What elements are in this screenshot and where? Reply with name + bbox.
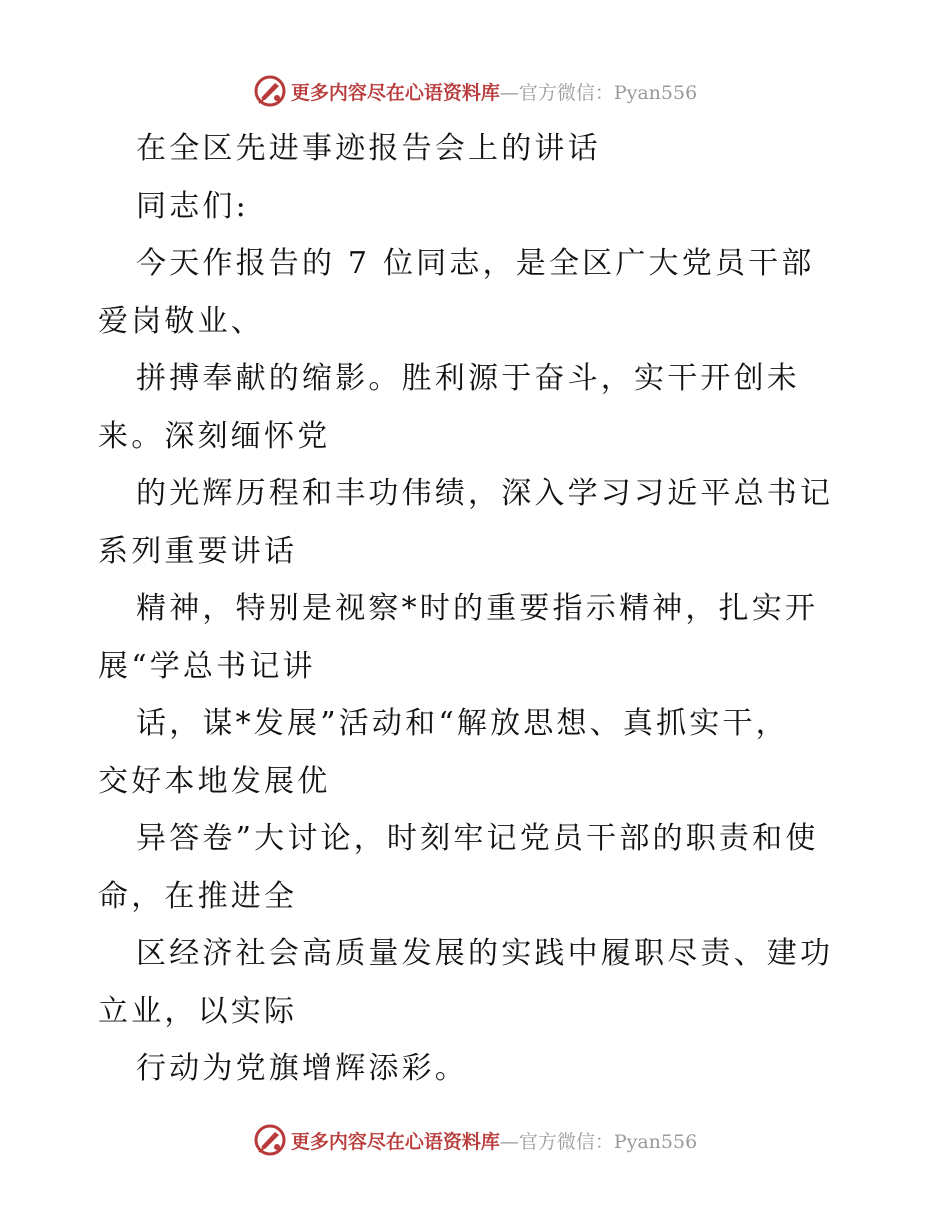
banner-main-text: 更多内容尽在心语资料库	[290, 1130, 500, 1153]
quill-logo-icon	[253, 74, 287, 108]
body-line: 今天作报告的 7 位同志，是全区广大党员干部	[136, 246, 815, 281]
body-line: 展“学总书记讲	[98, 648, 316, 684]
body-line: 精神，特别是视察*时的重要指示精神，扎实开	[136, 591, 819, 626]
body-line: 命，在推进全	[98, 878, 298, 914]
banner-contact-text: —官方微信：Pyan556	[499, 81, 698, 104]
body-line: 话，谋*发展”活动和“解放思想、真抓实干，	[136, 706, 789, 741]
body-line: 交好本地发展优	[98, 763, 331, 799]
banner-contact-text: —官方微信：Pyan556	[499, 1130, 698, 1153]
body-line: 区经济社会高质量发展的实践中履职尽责、建功	[136, 936, 834, 971]
document-body	[98, 120, 898, 1098]
banner-text	[291, 78, 697, 105]
document-title: 在全区先进事迹报告会上的讲话	[136, 131, 601, 166]
footer-banner	[0, 1120, 950, 1160]
body-line: 爱岗敬业、	[98, 303, 264, 339]
body-line: 来。深刻缅怀党	[98, 418, 331, 454]
body-line: 系列重要讲话	[98, 533, 298, 569]
body-line: 异答卷”大讨论，时刻牢记党员干部的职责和使	[136, 821, 819, 856]
body-line: 的光辉历程和丰功伟绩，深入学习习近平总书记	[136, 476, 834, 511]
body-line: 拼搏奉献的缩影。胜利源于奋斗，实干开创未	[136, 361, 800, 396]
body-line: 立业，以实际	[98, 993, 298, 1029]
body-line: 行动为党旗增辉添彩。	[136, 1051, 468, 1086]
banner-text	[291, 1127, 697, 1154]
salutation: 同志们:	[136, 188, 249, 224]
banner-main-text: 更多内容尽在心语资料库	[290, 81, 500, 104]
header-banner	[0, 71, 950, 111]
quill-logo-icon	[253, 1123, 287, 1157]
